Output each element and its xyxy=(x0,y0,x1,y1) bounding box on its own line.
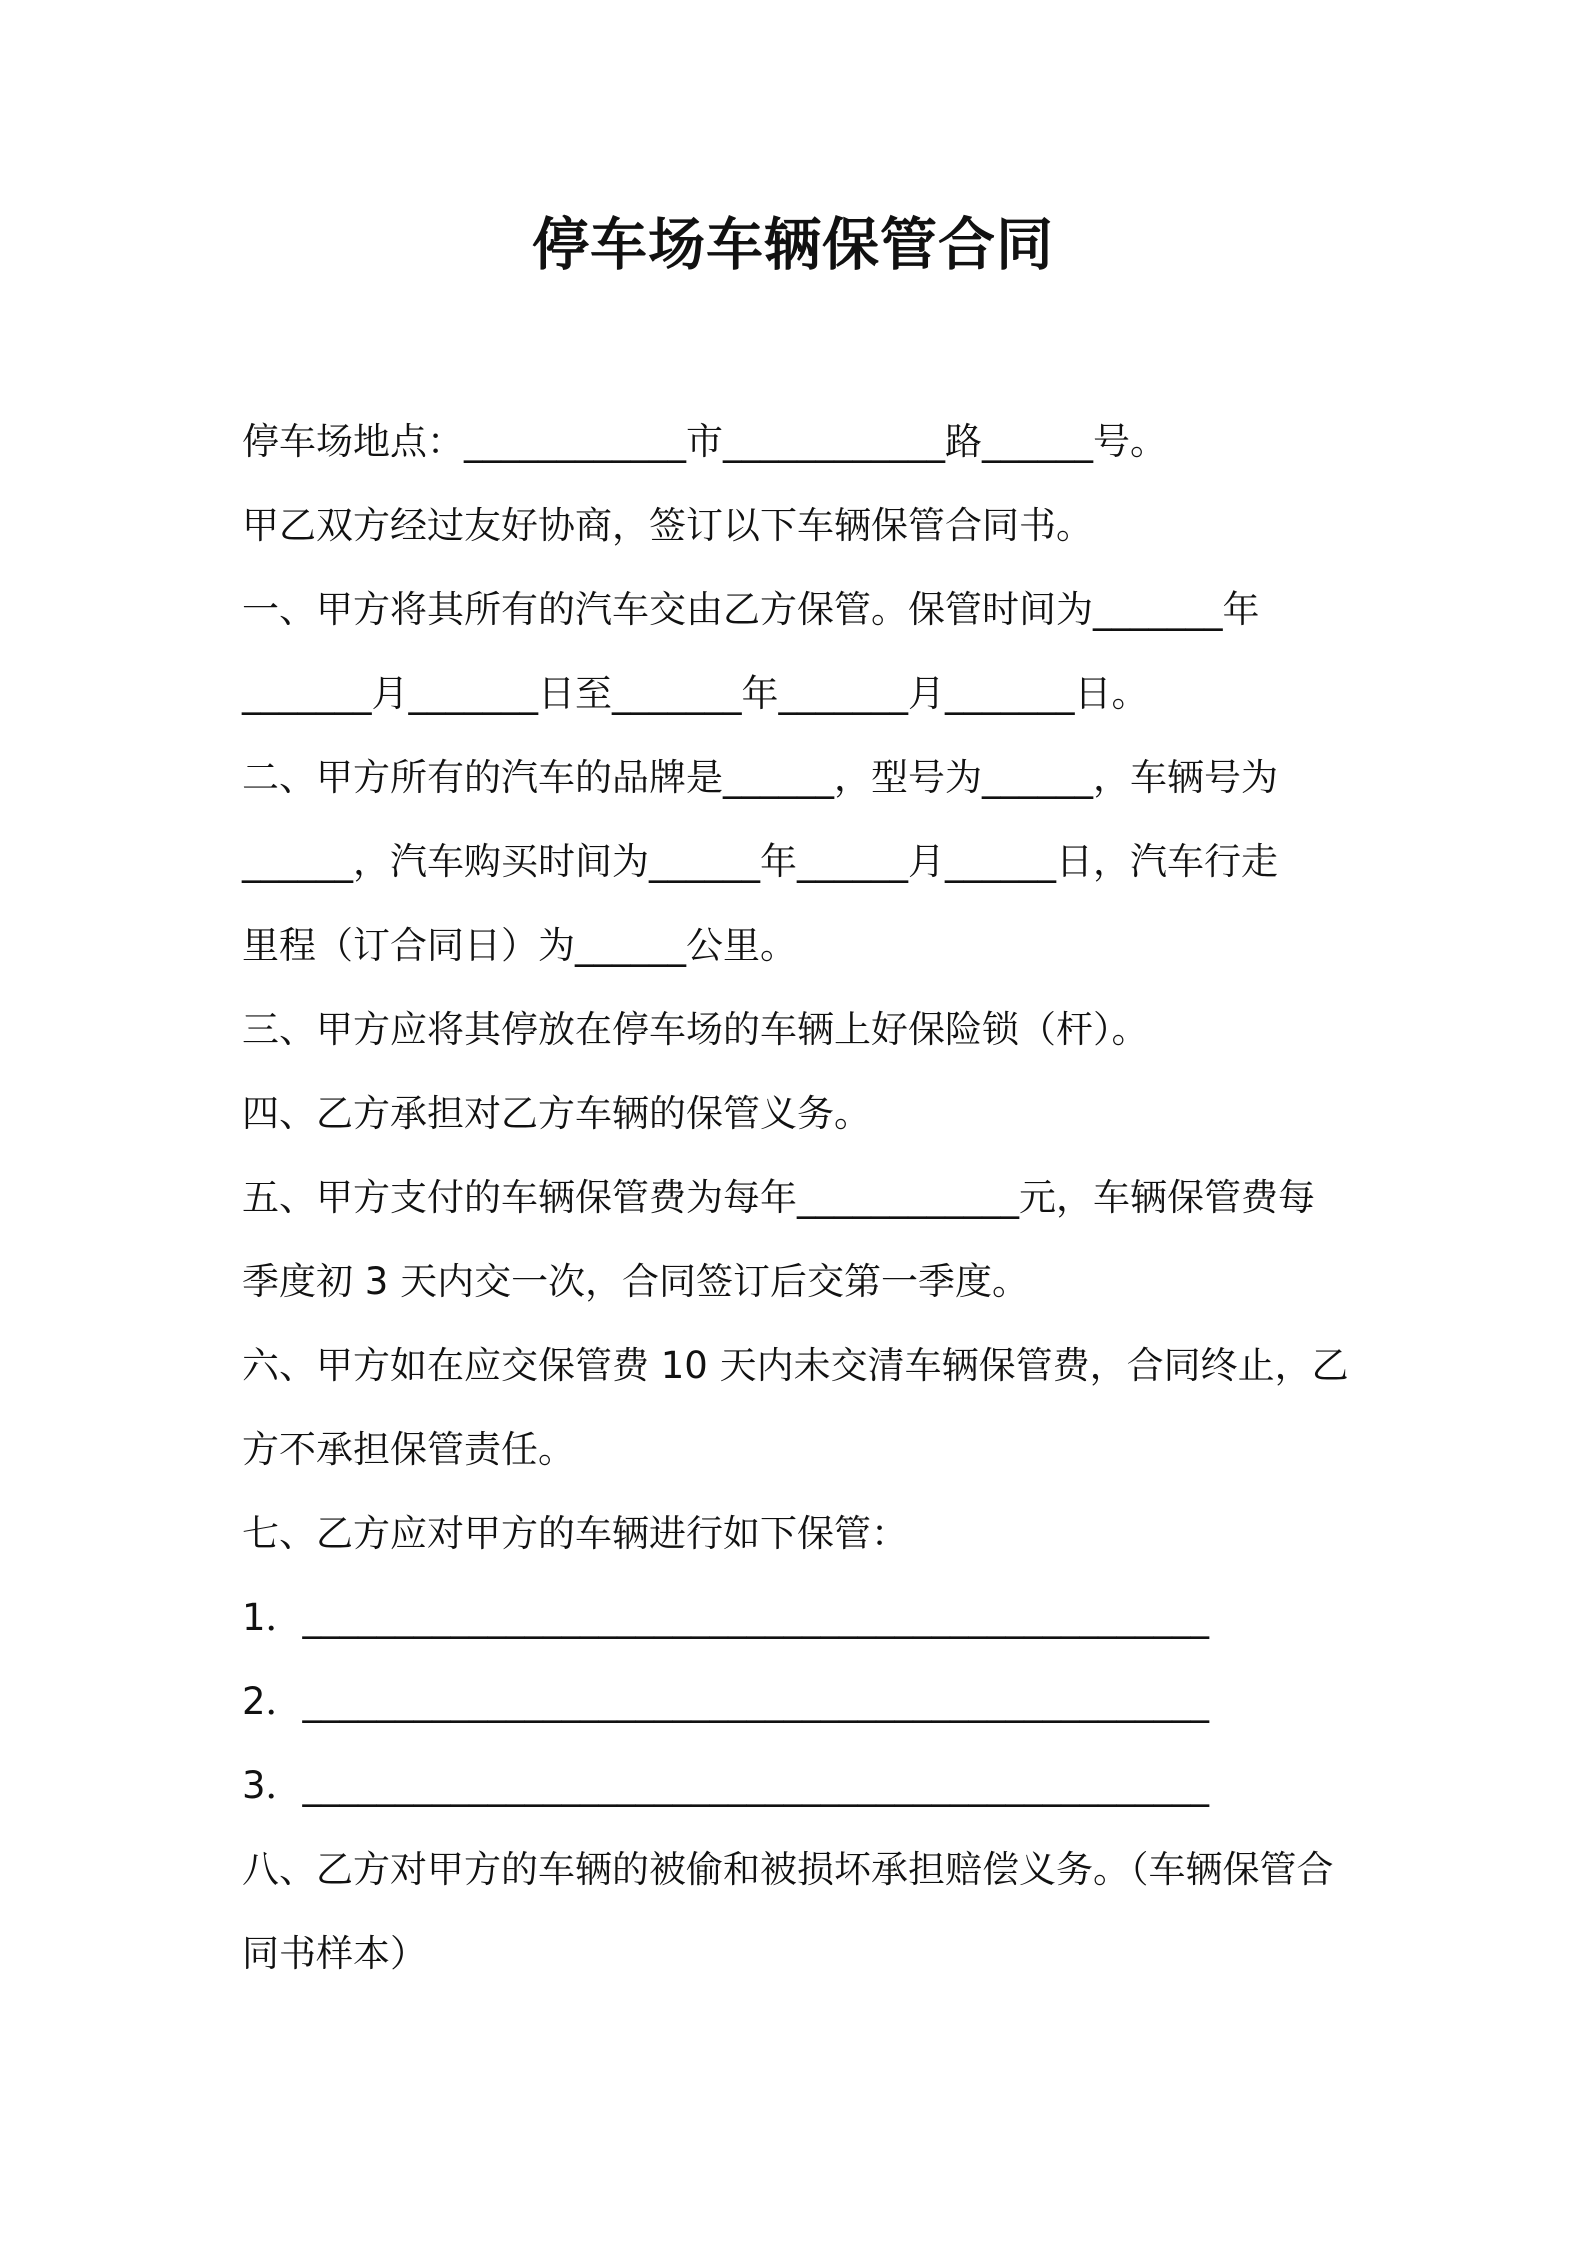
clause-5-line-1: 五、甲方支付的车辆保管费为每年____________元，车辆保管费每 xyxy=(242,1176,1315,1219)
clause-4-line: 四、乙方承担对乙方车辆的保管义务。 xyxy=(242,1092,871,1135)
document-title: 停车场车辆保管合同 xyxy=(532,212,1054,278)
clause-8-line-2: 同书样本） xyxy=(242,1932,427,1975)
parking-location-line: 停车场地点：____________市____________路______号。 xyxy=(242,420,1167,463)
intro-line: 甲乙双方经过友好协商，签订以下车辆保管合同书。 xyxy=(242,504,1093,547)
custody-item-3-line: 3．_________________________________________________ xyxy=(242,1764,1210,1807)
clause-1-line-1: 一、甲方将其所有的汽车交由乙方保管。保管时间为_______年 xyxy=(242,588,1260,631)
clause-2-line-2: ______，汽车购买时间为______年______月______日，汽车行走 xyxy=(242,840,1278,883)
document-body xyxy=(242,400,1362,1996)
custody-item-2-line: 2．_________________________________________________ xyxy=(242,1680,1210,1723)
clause-6-line-2: 方不承担保管责任。 xyxy=(242,1428,575,1471)
clause-2-line-1: 二、甲方所有的汽车的品牌是______，型号为______，车辆号为 xyxy=(242,756,1278,799)
clause-5-line-2: 季度初 3 天内交一次，合同签订后交第一季度。 xyxy=(242,1260,1030,1303)
clause-7-line: 七、乙方应对甲方的车辆进行如下保管： xyxy=(242,1512,908,1555)
clause-8-line-1: 八、乙方对甲方的车辆的被偷和被损坏承担赔偿义务。（车辆保管合 xyxy=(242,1848,1334,1891)
clause-1-line-2: _______月_______日至_______年_______月_______日。 xyxy=(242,672,1149,715)
clause-3-line: 三、甲方应将其停放在停车场的车辆上好保险锁（杆）。 xyxy=(242,1008,1149,1051)
clause-2-line-3: 里程（订合同日）为______公里。 xyxy=(242,924,797,967)
custody-item-1-line: 1．_________________________________________________ xyxy=(242,1596,1210,1639)
clause-6-line-1: 六、甲方如在应交保管费 10 天内未交清车辆保管费，合同终止，乙 xyxy=(242,1344,1349,1387)
